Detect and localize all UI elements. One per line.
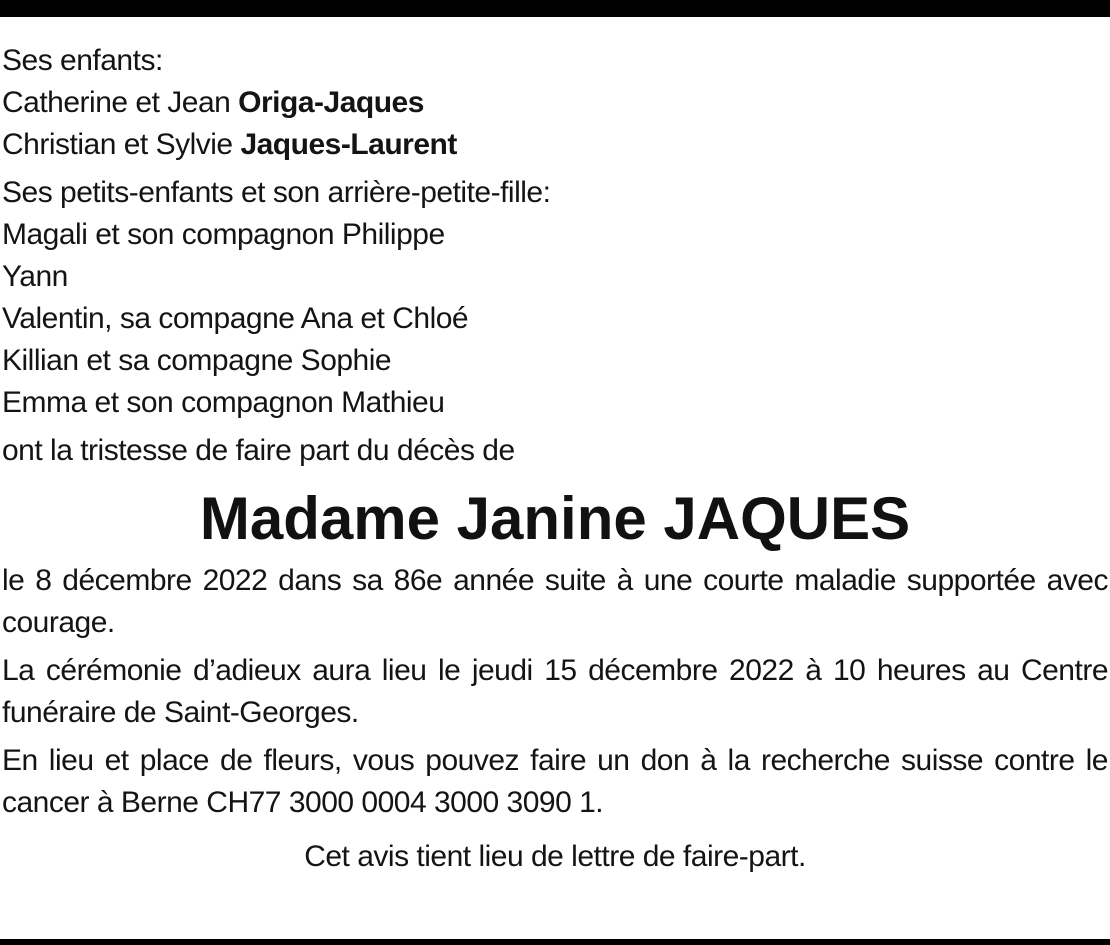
grandchild-entry: Emma et son compagnon Mathieu — [2, 386, 445, 419]
announcement-section — [2, 430, 1108, 472]
child-entry — [2, 124, 1108, 166]
child-given-names: Catherine et Jean — [2, 86, 231, 119]
obituary-notice — [2, 40, 1108, 878]
deceased-name-title: Madame Janine JAQUES — [199, 485, 911, 552]
closing-note: Cet avis tient lieu de lettre de faire-part. — [304, 840, 806, 873]
donation-paragraph: En lieu et place de fleurs, vous pouvez faire un don à la recherche suisse contre le cancer à Berne CH77 3000 0004 3000 3090 1. — [2, 744, 1108, 819]
child-family-name: Origa-Jaques — [238, 86, 424, 119]
grandchild-entry: Valentin, sa compagne Ana et Chloé — [2, 302, 469, 335]
child-given-names: Christian et Sylvie — [2, 128, 233, 161]
grandchild-entry: Magali et son compagnon Philippe — [2, 218, 445, 251]
bottom-border-rule — [0, 939, 1110, 945]
child-entry — [2, 82, 1108, 124]
children-section — [2, 40, 1108, 166]
grandchild-entry: Yann — [2, 260, 68, 293]
ceremony-paragraph: La cérémonie d’adieux aura lieu le jeudi 15 décembre 2022 à 10 heures au Centre funéraire de Saint-Georges. — [2, 654, 1108, 729]
top-border-rule — [0, 0, 1110, 17]
death-details-paragraph: le 8 décembre 2022 dans sa 86e année suite à une courte maladie supportée avec courage. — [2, 564, 1108, 639]
grandchildren-heading: Ses petits-enfants et son arrière-petite-fille: — [2, 176, 551, 209]
announcement-text: ont la tristesse de faire part du décès de — [2, 434, 515, 467]
grandchildren-section — [2, 172, 1108, 424]
children-heading: Ses enfants: — [2, 44, 163, 77]
child-family-name: Jaques-Laurent — [240, 128, 457, 161]
grandchild-entry: Killian et sa compagne Sophie — [2, 344, 392, 377]
